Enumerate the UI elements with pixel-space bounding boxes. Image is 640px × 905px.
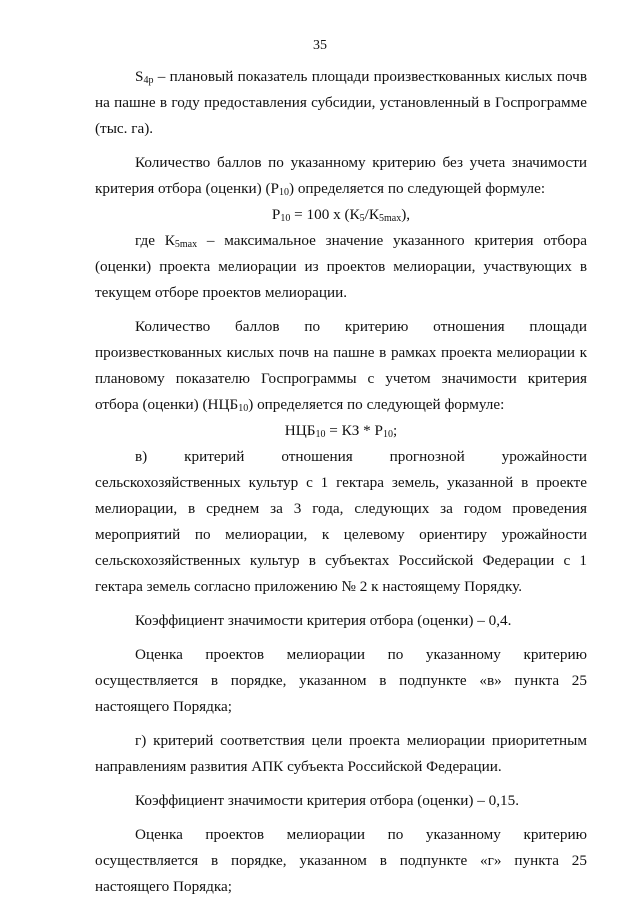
paragraph-nczb10-intro <box>95 314 587 418</box>
subscript: 10 <box>315 429 326 440</box>
text-run: Коэффициент значимости критерия отбора (оценки) – 0,4. <box>135 612 512 629</box>
text-run: г) критерий соответствия цели проекта мелиорации приоритетным направлениям развития АПК субъекта Российской Федерации. <box>95 732 587 775</box>
text-run: – максимальное значение указанного критерия отбора (оценки) проекта мелиорации из проектов мелиорации, участвующих в текущем отборе проектов мелиорации. <box>95 232 587 301</box>
subscript: 10 <box>238 403 249 414</box>
text-run: где К <box>135 232 175 249</box>
text-run: – плановый показатель площади произвесткованных кислых почв на пашне в году предоставления субсидии, установленный в Госпрограмме (тыс. га). <box>95 68 587 137</box>
page-number: 35 <box>313 38 327 53</box>
subscript: 10 <box>278 187 289 198</box>
text-run: ) определяется по следующей формуле: <box>288 180 546 197</box>
text-run: = КЗ * Р <box>325 422 383 439</box>
text-run: S <box>135 68 144 85</box>
text-run: ; <box>392 422 398 439</box>
paragraph-coef-v <box>95 608 587 634</box>
text-run: Количество баллов по указанному критерию без учета значимости критерия отбора (оценки) (Р <box>95 154 587 197</box>
text-run: ), <box>401 206 411 223</box>
subscript: 5max <box>174 239 198 250</box>
paragraph-coef-g <box>95 788 587 814</box>
formula-p10 <box>95 202 587 228</box>
paragraph-k5max-definition <box>95 228 587 306</box>
paragraph-assessment-v <box>95 642 587 720</box>
subscript: 4р <box>143 75 154 86</box>
text-run: Оценка проектов мелиорации по указанному критерию осуществляется в порядке, указанном в подпункте «в» пункта 25 настоящего Порядка; <box>95 646 587 715</box>
text-run: Количество баллов по критерию отношения площади произвесткованных кислых почв на пашне в рамках проекта мелиорации к плановому показателю Госпрограммы с учетом значимости критерия отбора (оценки) (НЦБ <box>95 318 587 413</box>
subscript: 5max <box>379 213 402 224</box>
subscript: 5 <box>359 213 365 224</box>
formula-nczb10 <box>95 418 587 444</box>
text-run: Р <box>271 206 281 223</box>
text-run: /К <box>364 206 380 223</box>
paragraph-criterion-v <box>95 444 587 600</box>
subscript: 10 <box>382 429 393 440</box>
text-run: = 100 х (К <box>290 206 360 223</box>
document-body <box>95 64 587 900</box>
text-run: Коэффициент значимости критерия отбора (оценки) – 0,15. <box>135 792 520 809</box>
text-run: НЦБ <box>284 422 316 439</box>
paragraph-s4p-definition <box>95 64 587 142</box>
paragraph-assessment-g <box>95 822 587 900</box>
subscript: 10 <box>280 213 291 224</box>
text-run: Оценка проектов мелиорации по указанному критерию осуществляется в порядке, указанном в подпункте «г» пункта 25 настоящего Порядка; <box>95 826 587 895</box>
text-run: в) критерий отношения прогнозной урожайности сельскохозяйственных культур с 1 гектара земель, указанной в проекте мелиорации, в среднем за 3 года, следующих за годом проведения мероприятий по мелиорации, к целевому ориентиру урожайности сельскохозяйственных культур в субъектах Российской Федерации с 1 гектара земель согласно приложению № 2 к настоящему Порядку. <box>95 448 587 595</box>
paragraph-p10-intro <box>95 150 587 202</box>
paragraph-criterion-g <box>95 728 587 780</box>
text-run: ) определяется по следующей формуле: <box>248 396 505 413</box>
